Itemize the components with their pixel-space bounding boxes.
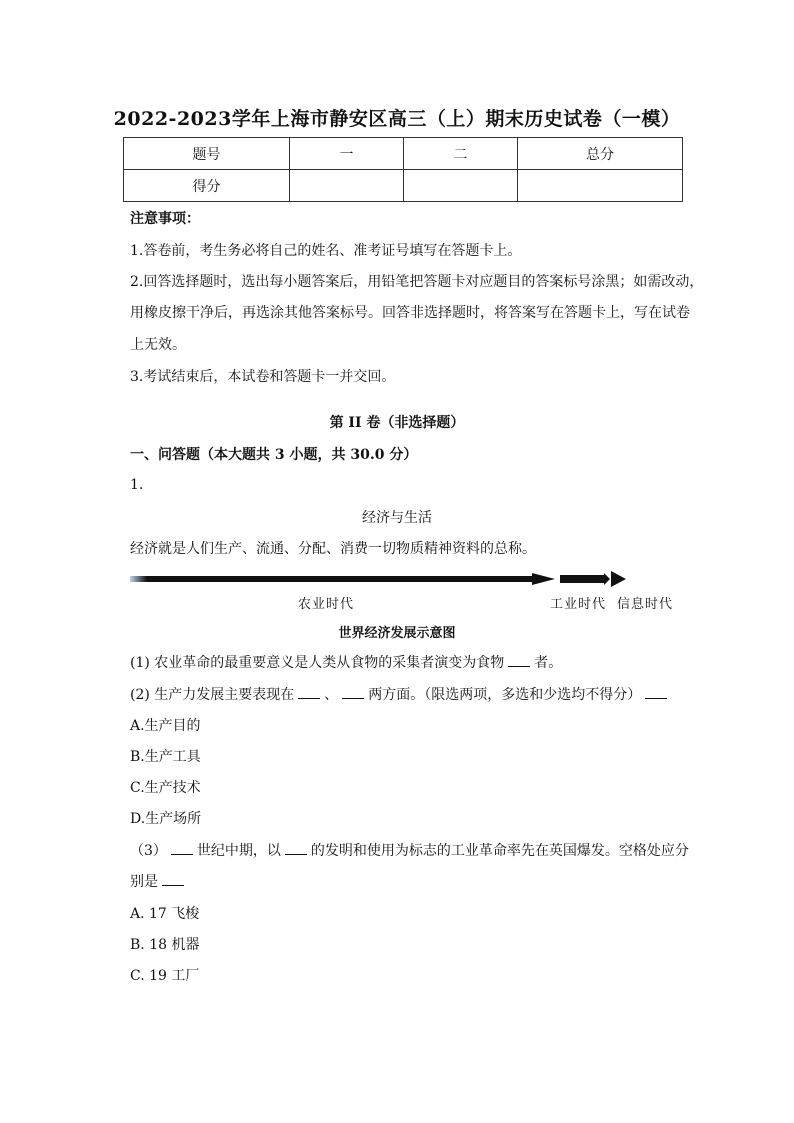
sub-question-text: (1) 农业革命的最重要意义是人类从食物的采集者演变为食物: [130, 655, 505, 671]
economy-timeline-arrow: [130, 568, 630, 592]
table-cell: [290, 170, 404, 202]
info-era-arrow: [611, 571, 626, 587]
sub-question-text: 、: [324, 687, 339, 703]
sub-question-text: (2) 生产力发展主要表现在: [130, 687, 295, 703]
agri-era-label: 农业时代: [298, 597, 355, 612]
info-era-label: 信息时代: [617, 597, 674, 612]
answer-blank[interactable]: [508, 654, 530, 667]
material-text: 经济就是人们生产、流通、分配、消费一切物质精神资料的总称。: [130, 541, 536, 557]
sub-question-text: 的发明和使用为标志的工业革命率先在英国爆发。空格处应分: [310, 843, 689, 859]
sub-question-text: 别是: [130, 874, 158, 890]
answer-blank[interactable]: [298, 686, 320, 699]
sub-question-text: 两方面。（限选两项，多选和少选均不得分）: [368, 687, 642, 703]
option-item[interactable]: A.生产目的: [130, 718, 201, 734]
table-cell: [404, 170, 518, 202]
option-item[interactable]: B.生产工具: [130, 749, 201, 765]
option-item[interactable]: C.生产技术: [130, 780, 201, 796]
table-cell: 得分: [124, 170, 290, 202]
question-number: 1.: [130, 477, 144, 493]
sub-question-2: [130, 684, 671, 704]
score-table-header-row: [124, 138, 683, 170]
note-item: 3.考试结束后，本试卷和答题卡一并交回。: [130, 369, 396, 385]
ind-era-arrow: [560, 573, 610, 585]
note-item: 2.回答选择题时，选出每小题答案后，用铅笔把答题卡对应题目的答案标号涂黑；如需改动，: [130, 274, 704, 290]
table-cell: 总分: [518, 138, 683, 170]
answer-blank[interactable]: [645, 686, 667, 699]
sub-question-text: 世纪中期，以: [196, 843, 281, 859]
score-table: [123, 137, 683, 202]
note-item: 用橡皮擦干净后，再选涂其他答案标号。回答非选择题时，将答案写在答题卡上，写在试卷: [130, 305, 690, 321]
answer-blank[interactable]: [171, 842, 193, 855]
notes-heading: 注意事项：: [130, 211, 200, 227]
sub-question-text: （3）: [130, 843, 167, 859]
exam-title: 2022-2023学年上海市静安区高三（上）期末历史试卷（一模）: [113, 108, 681, 130]
answer-blank[interactable]: [162, 873, 184, 886]
diagram-caption: 世界经济发展示意图: [338, 626, 456, 641]
note-item: 上无效。: [130, 337, 186, 353]
sub-question-1: [130, 652, 562, 672]
material-title: 经济与生活: [362, 510, 432, 526]
table-cell: 一: [290, 138, 404, 170]
section-title: 第 II 卷（非选择题）: [329, 415, 465, 431]
table-cell: [518, 170, 683, 202]
answer-blank[interactable]: [342, 686, 364, 699]
sub-question-3: [130, 840, 689, 860]
option-item[interactable]: A. 17 飞梭: [130, 906, 200, 922]
part-title: 一、问答题（本大题共 3 小题，共 30.0 分）: [130, 447, 418, 463]
agri-era-arrow: [130, 573, 555, 585]
option-item[interactable]: D.生产场所: [130, 811, 202, 827]
table-cell: 二: [404, 138, 518, 170]
score-table-row: [124, 170, 683, 202]
sub-question-3-cont: [130, 871, 188, 891]
ind-era-label: 工业时代: [550, 597, 607, 612]
option-item[interactable]: B. 18 机器: [130, 937, 200, 953]
answer-blank[interactable]: [285, 842, 307, 855]
option-item[interactable]: C. 19 工厂: [130, 968, 200, 984]
table-cell: 题号: [124, 138, 290, 170]
note-item: 1.答卷前，考生务必将自己的姓名、准考证号填写在答题卡上。: [130, 243, 522, 259]
sub-question-text: 者。: [534, 655, 563, 671]
